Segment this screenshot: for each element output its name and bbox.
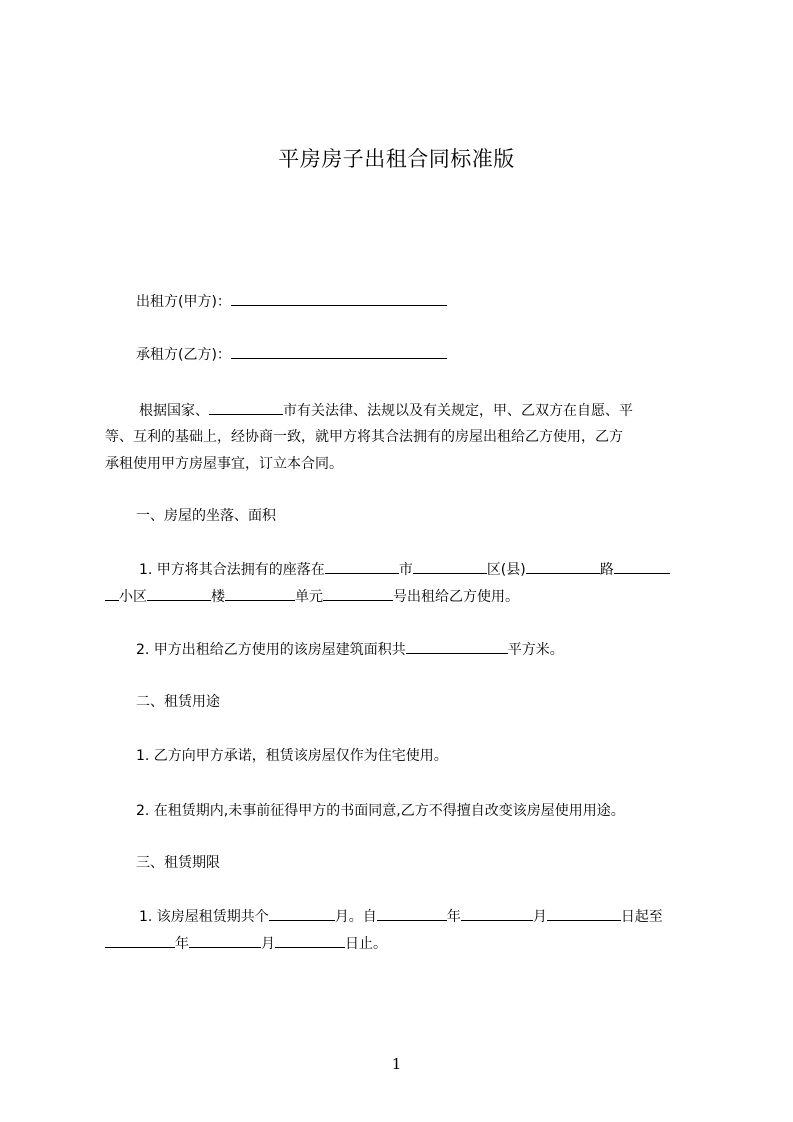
start-year-blank[interactable] [377, 906, 447, 921]
location-text-b: 市 [398, 562, 413, 578]
city-blank[interactable] [209, 400, 283, 415]
location-unit-blank[interactable] [225, 586, 295, 601]
lessor-blank[interactable] [231, 291, 447, 306]
term-text-c: 年 [446, 909, 461, 925]
location-text-c: 区(县) [486, 562, 526, 578]
term-text-a: 1. 该房屋租赁期共个 [139, 909, 269, 925]
location-community-blank-cont[interactable] [105, 586, 119, 601]
intro-line-1 [139, 400, 633, 421]
area-text-b: 平方米。 [507, 642, 564, 658]
end-day-blank[interactable] [275, 933, 345, 948]
location-building-blank[interactable] [147, 586, 211, 601]
section2-item1: 1. 乙方向甲方承诺，租赁该房屋仅作为住宅使用。 [136, 748, 448, 764]
intro-line-2: 等、互利的基础上，经协商一致，就甲方将其合法拥有的房屋出租给乙方使用，乙方 [105, 429, 623, 445]
lessee-blank[interactable] [231, 344, 447, 359]
term-text-b: 月。自 [334, 909, 377, 925]
page-number: 1 [391, 1055, 402, 1073]
lessor-line [136, 291, 447, 312]
intro-line-3: 承租使用甲方房屋事宜，订立本合同。 [105, 456, 343, 472]
location-text-h: 号出租给乙方使用。 [393, 589, 519, 605]
start-month-blank[interactable] [461, 906, 533, 921]
document-title: 平房房子出租合同标准版 [278, 147, 515, 171]
lessor-label: 出租方(甲方)： [136, 294, 231, 310]
term-text-e: 日起至 [620, 909, 663, 925]
lessee-label: 承租方(乙方)： [136, 347, 231, 363]
intro-text-1: 根据国家、 [139, 403, 209, 419]
section1-item1-line2 [105, 586, 519, 607]
section2-item2: 2. 在租赁期内,未事前征得甲方的书面同意,乙方不得擅自改变该房屋使用用途。 [136, 803, 625, 819]
section3-heading: 三、租赁期限 [136, 855, 220, 871]
term-months-blank[interactable] [269, 906, 335, 921]
location-text-d: 路 [599, 562, 614, 578]
location-text-a: 1. 甲方将其合法拥有的座落在 [139, 562, 325, 578]
location-district-blank[interactable] [413, 559, 487, 574]
area-blank[interactable] [406, 639, 508, 654]
term-text-g: 月 [261, 936, 275, 952]
start-day-blank[interactable] [547, 906, 621, 921]
term-text-d: 月 [532, 909, 547, 925]
location-number-blank[interactable] [323, 586, 393, 601]
location-text-f: 楼 [211, 589, 225, 605]
section1-item1-line1 [139, 559, 670, 580]
term-text-h: 日止。 [345, 936, 387, 952]
section1-heading: 一、房屋的坐落、面积 [136, 508, 276, 524]
end-month-blank[interactable] [189, 933, 261, 948]
area-text-a: 2. 甲方出租给乙方使用的该房屋建筑面积共 [136, 642, 406, 658]
location-text-g: 单元 [295, 589, 323, 605]
section3-item1-line1 [139, 906, 663, 927]
location-city-blank[interactable] [325, 559, 399, 574]
intro-text-2: 市有关法律、法规以及有关规定，甲、乙双方在自愿、平 [283, 403, 633, 419]
section3-item1-line2 [105, 933, 387, 954]
location-text-e: 小区 [119, 589, 147, 605]
lessee-line [136, 344, 447, 365]
location-road-number-blank[interactable] [614, 559, 670, 574]
end-year-blank[interactable] [105, 933, 175, 948]
section1-item2 [136, 639, 564, 660]
location-road-blank[interactable] [526, 559, 600, 574]
term-text-f: 年 [175, 936, 189, 952]
section2-heading: 二、租赁用途 [136, 694, 220, 710]
